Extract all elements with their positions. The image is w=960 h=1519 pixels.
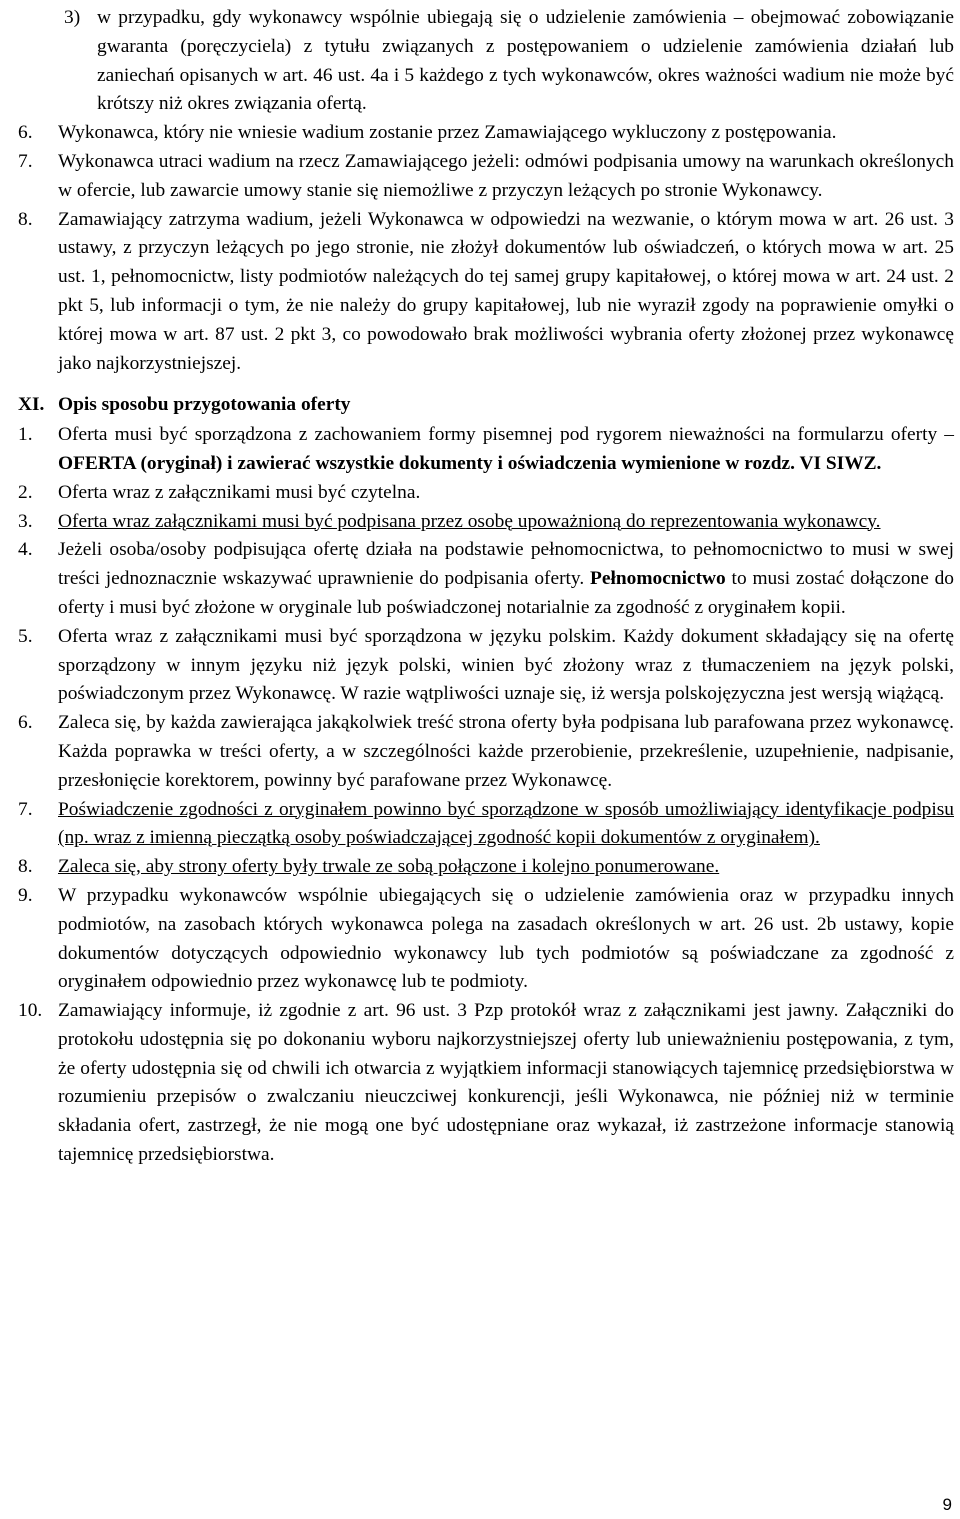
- item-text: Oferta wraz z załącznikami musi być czytelna.: [58, 481, 421, 503]
- item-text: [58, 796, 954, 854]
- item-number: 8.: [18, 856, 33, 878]
- item-text: Wykonawca, który nie wniesie wadium zostanie przez Zamawiającego wykluczony z postępowania.: [58, 122, 837, 144]
- item-number: 6.: [18, 122, 33, 144]
- list-item: [0, 536, 954, 622]
- item-number: 3): [64, 7, 81, 28]
- item-text: [58, 421, 954, 479]
- item-text: Oferta wraz z załącznikami musi być sporządzona w języku polskim. Każdy dokument składający się na ofertę sporządzony w innym języku niż język polski, winien być złożony wraz z tłumaczeniem na język polski, poświadczonym przez Wykonawcę. W razie wątpliwości uznaje się, iż wersja polskojęzyczna jest wersją wiążącą.: [58, 625, 954, 705]
- item-text-bold: OFERTA (oryginał) i zawierać wszystkie dokumenty i oświadczenia wymienione w rozdz. VI SIWZ.: [58, 452, 882, 474]
- list-item: [0, 709, 954, 795]
- item-number: 4.: [18, 539, 33, 561]
- item-number: 5.: [18, 625, 33, 647]
- item-text-underlined: Zaleca się, aby strony oferty były trwale ze sobą połączone i kolejno ponumerowane.: [58, 856, 720, 878]
- item-number: 3.: [18, 510, 33, 532]
- list-item: [0, 508, 954, 537]
- list-item: [0, 997, 954, 1170]
- item-number: 2.: [18, 481, 33, 503]
- item-number: 7.: [18, 150, 33, 172]
- item-text: Zamawiający zatrzyma wadium, jeżeli Wykonawca w odpowiedzi na wezwanie, o którym mowa w art. 26 ust. 3 ustawy, z przyczyn leżących po jego stronie, nie złożył dokumentów lub oświadczeń, o których mowa w art. 25 ust. 1, pełnomocnictw, listy podmiotów należących do tej samej grupy kapitałowej, o której mowa w art. 24 ust. 2 pkt 5, lub informacji o tym, że nie należy do grupy kapitałowej, lub nie wyraził zgody na poprawienie omyłki o której mowa w art. 87 ust. 2 pkt 3, co powodowało brak możliwości wybrania oferty złożonej przez wykonawcę jako najkorzystniejszej.: [58, 208, 954, 374]
- list-item: [0, 853, 954, 882]
- section-title: Opis sposobu przygotowania oferty: [58, 394, 351, 416]
- item-text: Zaleca się, by każda zawierająca jakąkolwiek treść strona oferty była podpisana lub parafowana przez wykonawcę. Każda poprawka w treści oferty, a w szczególności każde przerobienie, przekreślenie, uzupełnienie, nadpisanie, przesłonięcie korektorem, powinny być parafowane przez Wykonawcę.: [58, 712, 954, 791]
- section-number: XI.: [18, 394, 45, 416]
- list-item: [0, 206, 954, 379]
- list-item: [0, 4, 954, 119]
- section-heading: [0, 391, 960, 420]
- item-text: Wykonawca utraci wadium na rzecz Zamawiającego jeżeli: odmówi podpisania umowy na warunkach określonych w ofercie, lub zawarcie umowy stanie się niemożliwe z przyczyn leżących po stronie Wykonawcy.: [58, 150, 954, 201]
- item-text-bold: Pełnomocnictwo: [590, 568, 726, 590]
- list-item: [0, 119, 954, 148]
- list-item: [0, 421, 954, 479]
- item-number: 9.: [18, 884, 33, 906]
- list-item: [0, 479, 954, 508]
- item-number: 6.: [18, 712, 33, 734]
- item-text-underlined: Oferta wraz załącznikami musi być podpisana przez osobę upoważnioną do reprezentowania wykonawcy.: [58, 510, 881, 532]
- item-text-plain: Oferta musi być sporządzona z zachowaniem formy pisemnej pod rygorem nieważności na formularzu oferty –: [58, 424, 954, 446]
- list-item: [0, 623, 954, 709]
- item-number: 10.: [18, 1000, 43, 1022]
- item-text-plain: Jeżeli osoba/osoby podpisująca ofertę działa na podstawie pełnomocnictwa, to pełnomocnictwo to musi w swej treści jednoznacznie wskazywać uprawnienie do podpisania oferty.: [58, 539, 954, 590]
- item-number: 8.: [18, 208, 33, 230]
- list-item: [0, 148, 954, 206]
- page-number: 9: [942, 1495, 952, 1514]
- item-number: 1.: [18, 424, 33, 446]
- document-page: [0, 4, 960, 1170]
- item-number: 7.: [18, 798, 33, 820]
- item-text: [58, 536, 954, 622]
- list-item: [0, 796, 954, 854]
- item-text: [58, 508, 954, 537]
- item-text-underlined: Poświadczenie zgodności z oryginałem powinno być sporządzone w sposób umożliwiający identyfikacje podpisu (np. wraz z imienną pieczątką osoby poświadczającej zgodność kopii dokumentów z oryginałem).: [58, 798, 954, 849]
- item-text: Zamawiający informuje, iż zgodnie z art. 96 ust. 3 Pzp protokół wraz z załącznikami jest jawny. Załączniki do protokołu udostępnia się po dokonaniu wyboru najkorzystniejszej oferty lub unieważnieniu postępowania, z tym, że oferty udostępnia się od chwili ich otwarcia z wyjątkiem informacji stanowiących tajemnicę przedsiębiorstwa w rozumieniu przepisów o zwalczaniu nieuczciwej konkurencji, jeśli Wykonawca, nie później niż w terminie składania ofert, zastrzegł, że nie mogą one być udostępniane oraz wykazał, iż zastrzeżone informacje stanowią tajemnicę przedsiębiorstwa.: [58, 1000, 954, 1166]
- item-text-plain: to musi zostać dołączone do oferty i musi być złożone w oryginale lub poświadczonej notarialnie za zgodność z oryginałem kopii.: [58, 568, 955, 618]
- item-text: [58, 853, 954, 882]
- item-text: w przypadku, gdy wykonawcy wspólnie ubiegają się o udzielenie zamówienia – obejmować zobowiązanie gwaranta (poręczyciela) z tytułu związanych z postępowaniem o udzielenie zamówienia działań lub zaniechań opisanych w art. 46 ust. 4a i 5 każdego z tych wykonawców, okres ważności wadium nie może być krótszy niż okres związania ofertą.: [97, 7, 954, 115]
- list-item: [0, 882, 954, 997]
- item-text: W przypadku wykonawców wspólnie ubiegających się o udzielenie zamówienia oraz w przypadku innych podmiotów, na zasobach których wykonawca polega na zasadach określonych w art. 26 ust. 2b ustawy, kopie dokumentów dotyczących odpowiednio wykonawcy lub tych podmiotów są poświadczane za zgodność z oryginałem odpowiednio przez wykonawcę lub te podmioty.: [58, 884, 954, 993]
